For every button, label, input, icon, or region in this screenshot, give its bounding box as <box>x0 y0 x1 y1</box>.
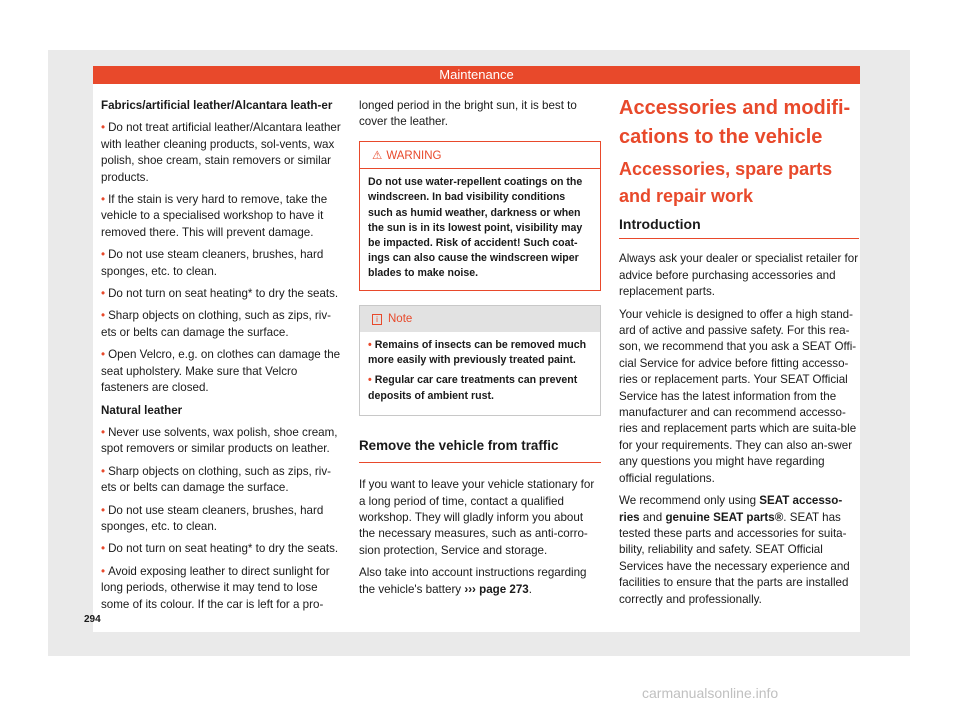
continuation-text: longed period in the bright sun, it is best to cover the leather. <box>359 99 577 129</box>
column-right <box>619 94 859 614</box>
column-left <box>101 98 341 619</box>
heading-fabrics: Fabrics/artificial leather/Alcantara leath-er <box>101 99 333 112</box>
safety-paragraph: Your vehicle is designed to offer a high stand-ard of active and passive safety. For this rea-son, we recommend that you ask a SEAT Offi-cial Service for advice before fitting accesso-ries or replacement parts. Your SEAT Official Service has the latest information from the manufacturer and can recommend accesso-ries and replacement parts which are suita-ble for your requirements. They can also an-swer any questions you might have regarding official regulations. <box>619 307 857 485</box>
storage-paragraph: If you want to leave your vehicle stationary for a long period of time, contact a qualified workshop. They will gladly inform you about the necessary measures, such as anti-corro-sion protection, Service and storage. <box>359 478 595 557</box>
section-header: Maintenance <box>93 66 860 84</box>
intro-paragraph: Always ask your dealer or specialist retailer for advice before purchasing accessories and replacement parts. <box>619 252 859 299</box>
fabric-care-list <box>101 120 341 396</box>
page-reference-link[interactable]: ››› page 273 <box>464 582 529 596</box>
section-title: Accessories, spare parts and repair work <box>619 159 833 206</box>
bullet-icon: • <box>101 248 106 262</box>
bullet-icon: • <box>101 287 106 301</box>
note-icon: i <box>372 314 382 325</box>
bullet-icon: • <box>101 425 106 439</box>
subheading-introduction: Introduction <box>619 216 859 239</box>
chapter-title: Accessories and modifi-cations to the vehicle <box>619 97 851 148</box>
column-middle <box>359 98 601 604</box>
recommend-mid: and <box>639 510 666 524</box>
list-item-text: Never use solvents, wax polish, shoe cream, spot removers or similar products on leather. <box>101 425 338 456</box>
list-item-text: If the stain is very hard to remove, take the vehicle to a specialised workshop to have it removed there. This will prevent damage. <box>101 193 328 239</box>
warning-title: WARNING <box>386 149 442 162</box>
list-item-text: Sharp objects on clothing, such as zips, riv-ets or belts can damage the surface. <box>101 464 332 495</box>
battery-paragraph <box>359 565 601 598</box>
bullet-icon: • <box>101 464 106 478</box>
bullet-icon: • <box>101 309 106 323</box>
list-item-text: Open Velcro, e.g. on clothes can damage the seat upholstery. Make sure that Velcro fasteners are closed. <box>101 348 341 395</box>
list-item <box>101 192 341 241</box>
note-box <box>359 305 601 416</box>
watermark: carmanualsonline.info <box>642 685 779 701</box>
bullet-icon: • <box>101 193 106 207</box>
bullet-icon: • <box>101 503 106 517</box>
list-item <box>101 425 341 458</box>
recommend-suffix: . SEAT has tested these parts and accessories for suita-bility, reliability and safety. SEAT Official Services have the necessary experience and facilities to ensure that the parts are installed correctly and professionally. <box>619 510 850 606</box>
list-item <box>101 464 341 497</box>
genuine-parts-term: genuine SEAT parts® <box>665 510 784 524</box>
heading-remove-vehicle: Remove the vehicle from traffic <box>359 430 601 463</box>
note-header <box>360 306 600 332</box>
battery-text: Also take into account instructions regarding the vehicle's battery <box>359 566 587 596</box>
seat-accessories-term: SEAT accesso-ries <box>619 494 843 524</box>
note-item <box>368 373 592 403</box>
bullet-icon: • <box>101 121 106 135</box>
recommend-prefix: We recommend only using <box>619 494 760 508</box>
leather-care-list <box>101 425 341 613</box>
list-item <box>101 564 341 613</box>
warning-header <box>360 142 600 169</box>
warning-triangle-icon: ⚠ <box>372 149 383 162</box>
list-item <box>101 541 341 557</box>
heading-natural-leather: Natural leather <box>101 403 183 417</box>
page-number: 294 <box>84 614 101 625</box>
list-item <box>101 286 341 302</box>
list-item-text: Sharp objects on clothing, such as zips, riv-ets or belts can damage the surface. <box>101 309 332 339</box>
list-item <box>101 347 341 396</box>
note-item <box>368 338 592 368</box>
warning-text: Do not use water-repellent coatings on the windscreen. In bad visibility conditions such as humid weather, darkness or when the sun is in its lowest point, visibility may be impacted. Risk of accident! Such coat-ings can also cause the windscreen wiper blades to make noise. <box>368 176 583 280</box>
recommend-paragraph <box>619 493 859 608</box>
bullet-icon: • <box>101 542 106 556</box>
note-item-text: Remains of insects can be removed much more easily with previously treated paint. <box>368 339 587 367</box>
list-item <box>101 308 341 341</box>
bullet-icon: • <box>368 339 372 352</box>
note-title: Note <box>388 312 413 325</box>
list-item-text: Do not use steam cleaners, brushes, hard sponges, etc. to clean. <box>101 248 324 278</box>
list-item-text: Do not use steam cleaners, brushes, hard sponges, etc. to clean. <box>101 503 324 533</box>
list-item-text: Do not turn on seat heating* to dry the seats. <box>108 542 339 556</box>
note-list <box>360 332 600 415</box>
warning-box <box>359 141 601 291</box>
list-item-text: Avoid exposing leather to direct sunlight for long periods, otherwise it may tend to lose some of its colour. If the car is left for a pro- <box>101 564 330 611</box>
note-item-text: Regular car care treatments can prevent deposits of ambient rust. <box>368 374 578 402</box>
bullet-icon: • <box>101 348 106 362</box>
battery-suffix: . <box>528 582 532 596</box>
bullet-icon: • <box>368 374 372 387</box>
list-item <box>101 503 341 536</box>
bullet-icon: • <box>101 564 106 578</box>
list-item-text: Do not turn on seat heating* to dry the seats. <box>108 287 339 301</box>
list-item <box>101 120 341 186</box>
list-item-text: Do not treat artificial leather/Alcantara leather with leather cleaning products, sol-vents, wax polish, shoe cream, stain removers or similar products. <box>101 121 341 184</box>
list-item <box>101 247 341 280</box>
